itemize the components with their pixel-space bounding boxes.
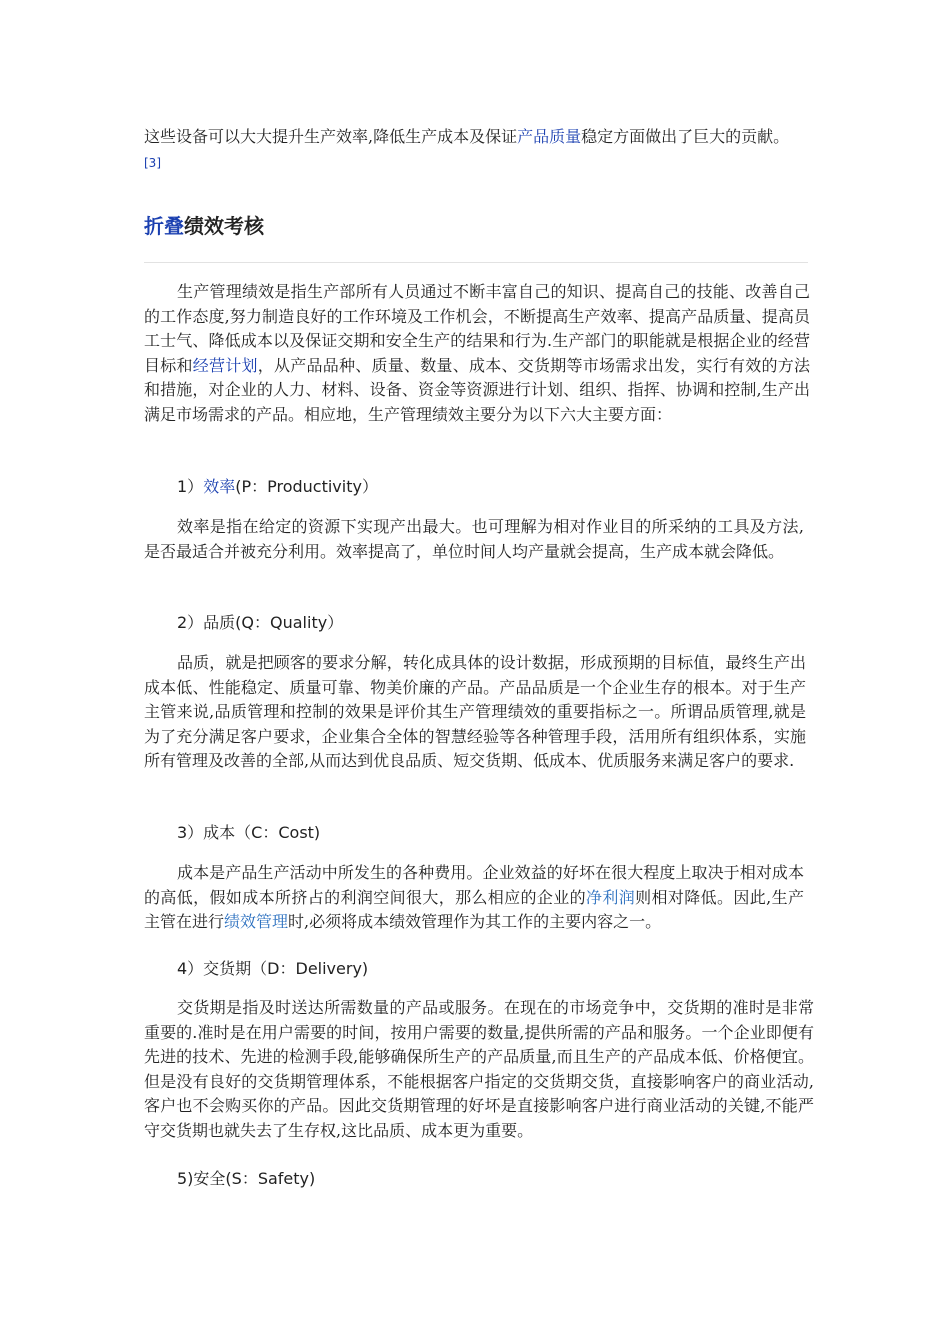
business-plan-link[interactable]: 经营计划 (192, 355, 258, 375)
efficiency-link[interactable]: 效率 (203, 477, 236, 496)
item-safety-heading: 5)安全(S：Safety) (177, 1169, 316, 1188)
section-heading (144, 210, 264, 239)
overview-paragraph (144, 280, 810, 427)
cost-paragraph (144, 861, 804, 935)
net-profit-link[interactable]: 净利润 (586, 887, 636, 907)
efficiency-text: 效率是指在给定的资源下实现产出最大。也可理解为相对作业目的所采纳的工具及方法,是否最适合并被充分利用。效率提高了，单位时间人均产量就会提高，生产成本就会降低。 (144, 517, 804, 561)
cost-text-1: 成本是产品生产活动中所发生的各种费用。企业效益的好坏在很大程度上取决于相对成本的高低，假如成本所挤占的利润空间很大，那么相应的企业的 (144, 863, 804, 907)
reference-link[interactable]: [3] (144, 155, 161, 170)
collapse-toggle[interactable]: 折叠 (144, 214, 184, 238)
cost-text-3: 时,必须将成本绩效管理作为其工作的主要内容之一。 (288, 912, 662, 931)
delivery-text: 交货期是指及时送达所需数量的产品或服务。在现在的市场竞争中，交货期的准时是非常重要的.准时是在用户需要的时间，按用户需要的数量,提供所需的产品和服务。一个企业即便有先进的技术、先进的检测手段,能够确保所生产的产品质量,而且生产的产品成本低、价格便宜。但是没有良好的交货期管理体系，不能根据客户指定的交货期交货，直接影响客户的商业活动,客户也不会购买你的产品。因此交货期管理的好坏是直接影响客户进行商业活动的关键,不能严守交货期也就失去了生存权,这比品质、成本更为重要。 (144, 998, 814, 1140)
quality-paragraph (144, 651, 806, 774)
section-divider (144, 262, 808, 263)
product-quality-link[interactable]: 产品质量 (517, 127, 582, 146)
efficiency-paragraph (144, 515, 804, 564)
quality-text: 品质，就是把顾客的要求分解，转化成具体的设计数据，形成预期的目标值，最终生产出成本低、性能稳定、质量可靠、物美价廉的产品。产品品质是一个企业生存的根本。对于生产主管来说,品质管理和控制的效果是评价其生产管理绩效的重要指标之一。所谓品质管理,就是为了充分满足客户要求，企业集合全体的智慧经验等各种管理手段，活用所有组织体系，实施所有管理及改善的全部,从而达到优良品质、短交货期、低成本、优质服务来满足客户的要求. (144, 653, 806, 770)
intro-text: 这些设备可以大大提升生产效率,降低生产成本及保证 (144, 127, 518, 146)
item-efficiency-prefix: 1） (177, 477, 204, 496)
cost-text-2: 则相对降低。因此,生产主管在进行 (144, 887, 804, 931)
item-cost-heading: 3）成本（C：Cost) (177, 823, 321, 842)
item-quality-heading: 2）品质(Q：Quality） (177, 613, 344, 632)
overview-text-1: 生产管理绩效是指生产部所有人员通过不断丰富自己的知识、提高自己的技能、改善自己的工作态度,努力制造良好的工作环境及工作机会，不断提高生产效率、提高产品质量、提高员工士气、降低成本以及保证交期和安全生产的结果和行为.生产部门的职能就是根据企业的经营目标和 (144, 282, 810, 375)
item-efficiency-heading (144, 474, 378, 497)
delivery-paragraph (144, 996, 814, 1143)
item-efficiency-suffix: (P：Productivity） (235, 477, 378, 496)
item-delivery-heading: 4）交货期（D：Delivery) (177, 959, 369, 978)
intro-text-after: 稳定方面做出了巨大的贡献。 (581, 127, 790, 146)
intro-paragraph (144, 125, 814, 175)
overview-text-2: ，从产品品种、质量、数量、成本、交货期等市场需求出发，实行有效的方法和措施，对企业的人力、材料、设备、资金等资源进行计划、组织、指挥、协调和控制,生产出满足市场需求的产品。相应地，生产管理绩效主要分为以下六大主要方面： (144, 355, 810, 424)
performance-management-link[interactable]: 绩效管理 (224, 912, 289, 931)
section-title: 绩效考核 (184, 214, 264, 238)
